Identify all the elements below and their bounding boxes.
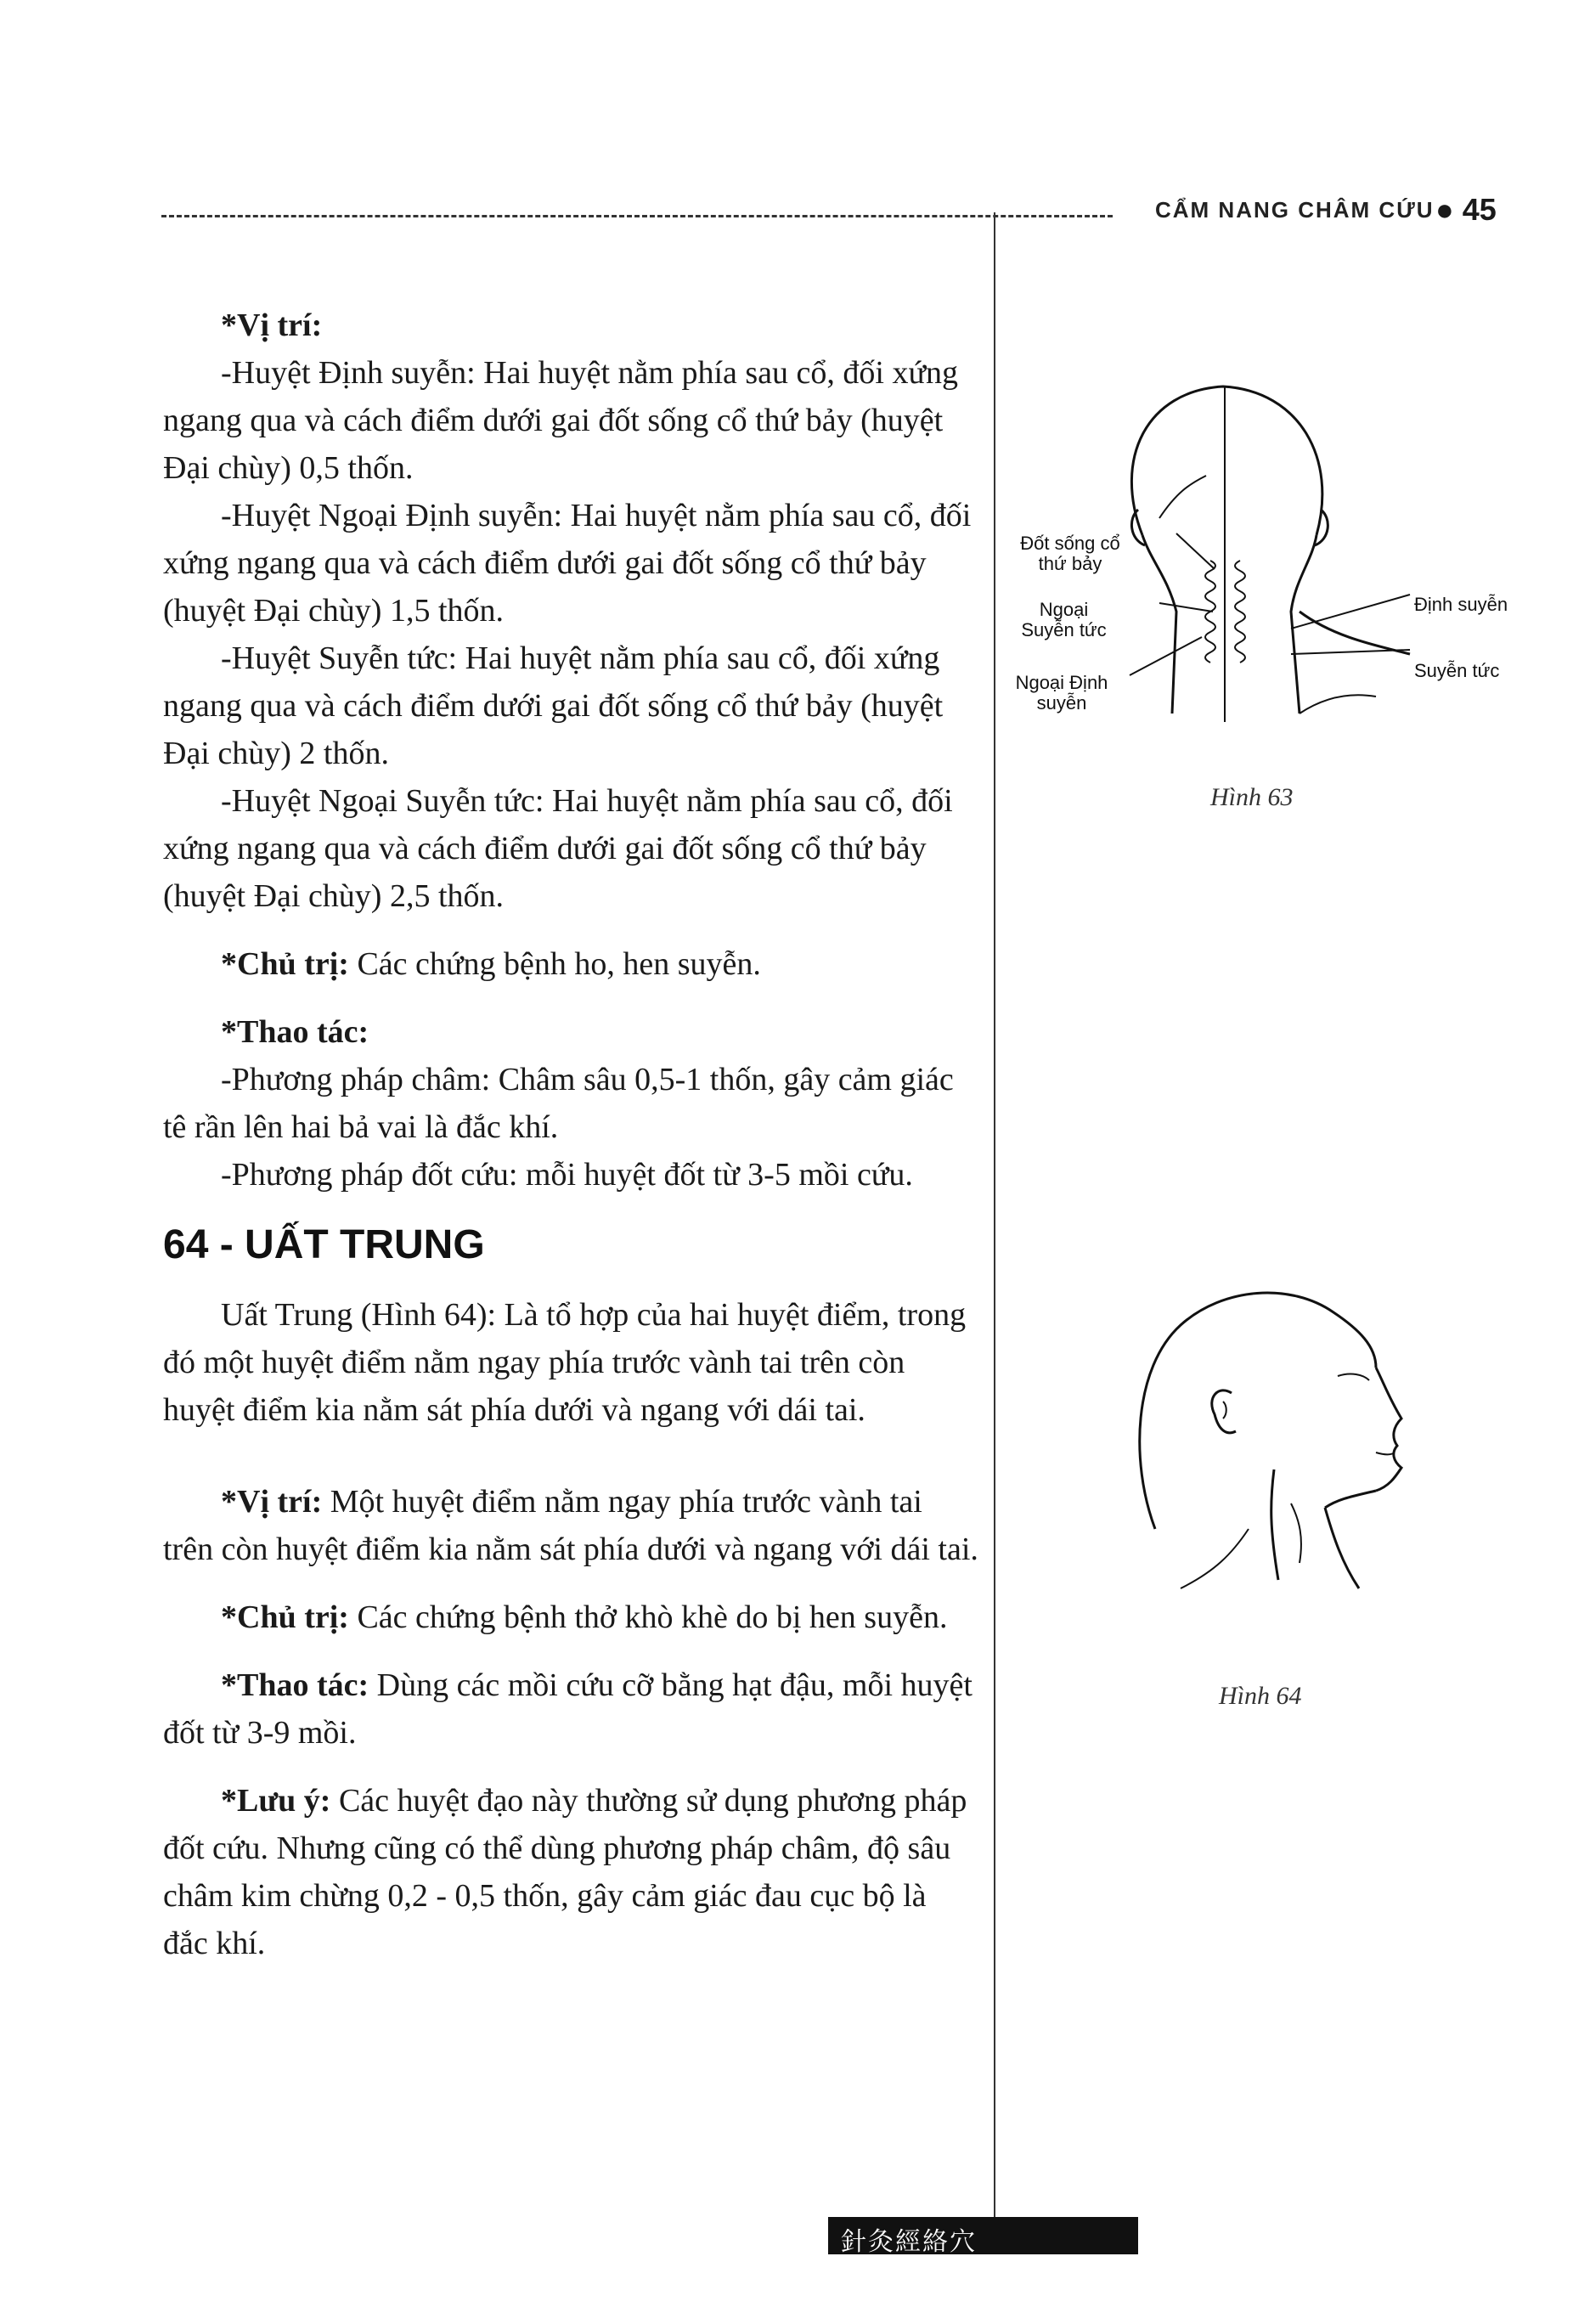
page-number: ● 45	[1435, 192, 1497, 227]
intro: Uất Trung (Hình 64): Là tổ hợp của hai huyệt điểm, trong đó một huyệt điểm nằm ngay phía trước vành tai trên còn huyệt điểm kia nằm sát phía dưới và ngang với dái tai.	[163, 1297, 967, 1428]
label-dinh-suyen: Định suyễn	[1414, 594, 1508, 615]
footer-stamp-text: 針灸經絡穴	[841, 2227, 977, 2257]
note-text: Các huyệt đạo này thường sử dụng phương pháp đốt cứu. Nhưng cũng có thể dùng phương pháp châm, độ sâu châm kim chừng 0,2 - 0,5 thốn, gây cảm giác đau cục bộ là đắc khí.	[163, 1783, 967, 1961]
point-dinh-suyen: -Huyệt Định suyễn: Hai huyệt nằm phía sau cổ, đối xứng ngang qua và cách điểm dưới gai đốt sống cổ thứ bảy (huyệt Đại chùy) 0,5 thốn.	[163, 355, 959, 486]
figure-63-caption: Hình 63	[1210, 783, 1294, 811]
position	[163, 1478, 978, 1573]
column-divider	[994, 212, 995, 2234]
indication	[163, 1594, 978, 1641]
technique-needle: -Phương pháp châm: Châm sâu 0,5-1 thốn, gây cảm giác tê rần lên hai bả vai là đắc khí.	[163, 1062, 954, 1145]
technique	[163, 1661, 978, 1757]
position-text: Một huyệt điểm nằm ngay phía trước vành tai trên còn huyệt điểm kia nằm sát phía dưới và ngang với dái tai.	[163, 1484, 978, 1567]
point-ngoai-dinh-suyen: -Huyệt Ngoại Định suyễn: Hai huyệt nằm phía sau cổ, đối xứng ngang qua và cách điểm dưới gai đốt sống cổ thứ bảy (huyệt Đại chùy) 1,5 thốn.	[163, 498, 972, 629]
indication	[163, 940, 978, 988]
section-64-body	[163, 1291, 978, 1967]
technique-label: *Thao tác:	[221, 1014, 369, 1050]
indication-text: Các chứng bệnh thở khò khè do bị hen suyễn.	[348, 1599, 948, 1635]
indication-label: *Chủ trị:	[221, 946, 349, 982]
indication-text: Các chứng bệnh ho, hen suyễn.	[348, 946, 761, 982]
technique-label: *Thao tác:	[221, 1667, 369, 1703]
position-label: *Vị trí:	[221, 307, 323, 343]
label-ngoai-dinh-suyen: Ngoại Định suyễn	[1015, 672, 1108, 714]
point-ngoai-suyen-tuc: -Huyệt Ngoại Suyễn tức: Hai huyệt nằm phía sau cổ, đối xứng ngang qua và cách điểm dưới gai đốt sống cổ thứ bảy (huyệt Đại chùy) 2,5 thốn.	[163, 783, 953, 914]
label-suyen-tuc: Suyễn tức	[1414, 660, 1500, 681]
section-63-body	[163, 302, 978, 1199]
note	[163, 1777, 978, 1967]
running-title: CẨM NANG CHÂM CỨU	[1155, 197, 1435, 223]
indication-label: *Chủ trị:	[221, 1599, 349, 1635]
note-label: *Lưu ý:	[221, 1783, 331, 1819]
point-suyen-tuc: -Huyệt Suyễn tức: Hai huyệt nằm phía sau cổ, đối xứng ngang qua và cách điểm dưới gai đốt sống cổ thứ bảy (huyệt Đại chùy) 2 thốn.	[163, 640, 944, 771]
page-number-value: 45	[1462, 192, 1497, 227]
technique-text: Dùng các mồi cứu cỡ bằng hạt đậu, mỗi huyệt đốt từ 3-9 mồi.	[163, 1667, 973, 1751]
header-rule	[161, 215, 1113, 217]
technique-moxa: -Phương pháp đốt cứu: mỗi huyệt đốt từ 3-5 mồi cứu.	[221, 1157, 913, 1193]
figure-64-caption: Hình 64	[1219, 1682, 1302, 1710]
section-heading: 64 - UẤT TRUNG	[163, 1222, 485, 1267]
label-ngoai-suyen-tuc: Ngoại Suyễn tức	[1021, 599, 1107, 640]
position-label: *Vị trí:	[221, 1484, 323, 1520]
figure-64-illustration	[1121, 1249, 1444, 1605]
label-dot-song: Đốt sống cổ thứ bảy	[1020, 533, 1120, 574]
